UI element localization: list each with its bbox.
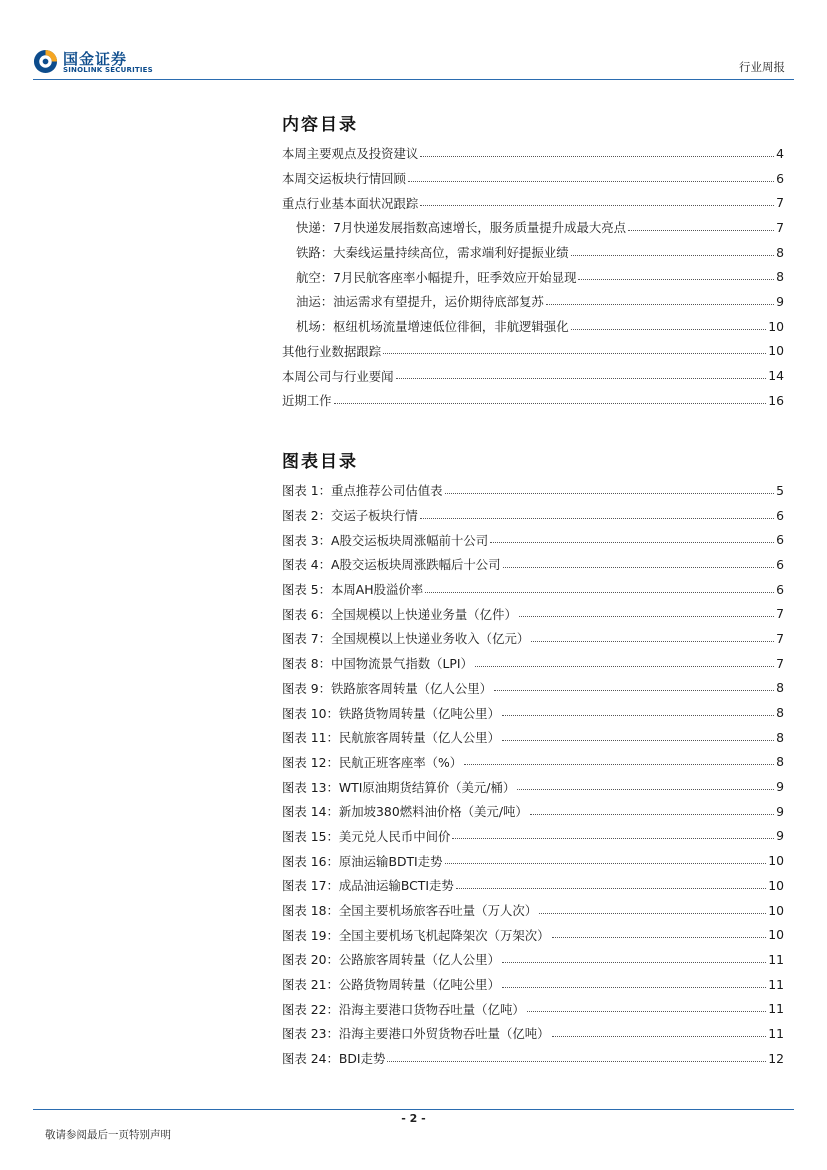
toc-entry-title[interactable]: 图表 20：公路旅客周转量（亿人公里） xyxy=(282,952,500,968)
toc-page-number[interactable]: 9 xyxy=(776,293,784,309)
toc-entry-title[interactable]: 图表 22：沿海主要港口货物吞吐量（亿吨） xyxy=(282,1001,525,1017)
toc-page-number[interactable]: 7 xyxy=(776,655,784,671)
toc-page-number[interactable]: 16 xyxy=(768,392,784,408)
company-logo xyxy=(33,47,163,79)
toc-page-number[interactable]: 11 xyxy=(768,1001,784,1017)
dot-leader xyxy=(539,903,766,914)
toc-entry-title[interactable]: 图表 21：公路货物周转量（亿吨公里） xyxy=(282,977,500,993)
toc-entry[interactable] xyxy=(282,799,784,824)
toc-entry[interactable] xyxy=(282,848,784,873)
dot-leader xyxy=(383,343,766,354)
toc-page-number[interactable]: 14 xyxy=(768,368,784,384)
toc-entry[interactable] xyxy=(282,215,784,240)
toc-entry[interactable] xyxy=(282,725,784,750)
dot-leader xyxy=(503,557,775,568)
toc-page-number[interactable]: 9 xyxy=(776,828,784,844)
toc-entry-title[interactable]: 图表 14：新加坡380燃料油价格（美元/吨） xyxy=(282,804,528,820)
contents-title: 内容目录 xyxy=(282,115,358,135)
toc-entry[interactable] xyxy=(282,289,784,314)
dot-leader xyxy=(425,582,774,593)
toc-page-number[interactable]: 10 xyxy=(768,853,784,869)
toc-entry-title[interactable]: 图表 10：铁路货物周转量（亿吨公里） xyxy=(282,705,500,721)
dot-leader xyxy=(464,754,774,765)
toc-entry[interactable] xyxy=(282,141,784,166)
toc-entry[interactable] xyxy=(282,922,784,947)
dot-leader xyxy=(502,705,774,716)
toc-entry-title[interactable]: 重点行业基本面状况跟踪 xyxy=(282,195,419,211)
toc-page-number[interactable]: 6 xyxy=(776,556,784,572)
toc-page-number[interactable]: 7 xyxy=(776,219,784,235)
toc-page-number[interactable]: 7 xyxy=(776,606,784,622)
toc-entry[interactable] xyxy=(282,577,784,602)
toc-entry-title[interactable]: 机场：枢纽机场流量增速低位徘徊，非航逻辑强化 xyxy=(296,319,569,335)
toc-entry[interactable] xyxy=(282,898,784,923)
toc-entry-title[interactable]: 图表 17：成品油运输BCTI走势 xyxy=(282,878,454,894)
toc-entry[interactable] xyxy=(282,774,784,799)
toc-entry[interactable] xyxy=(282,873,784,898)
page-header xyxy=(0,0,827,84)
toc-page-number[interactable]: 6 xyxy=(776,507,784,523)
dot-leader xyxy=(420,195,774,206)
dot-leader xyxy=(475,656,774,667)
toc-entry-title[interactable]: 图表 13：WTI原油期货结算价（美元/桶） xyxy=(282,779,516,795)
dot-leader xyxy=(445,853,767,864)
toc-entry[interactable] xyxy=(282,264,784,289)
dot-leader xyxy=(387,1051,766,1062)
toc-entry[interactable] xyxy=(282,996,784,1021)
toc-entry-title[interactable]: 近期工作 xyxy=(282,393,332,409)
toc-page-number[interactable]: 8 xyxy=(776,680,784,696)
toc-page-number[interactable]: 8 xyxy=(776,244,784,260)
toc-page-number[interactable]: 10 xyxy=(768,343,784,359)
toc-entry[interactable] xyxy=(282,388,784,413)
toc-entry-title[interactable]: 图表 2：交运子板块行情 xyxy=(282,508,418,524)
figures-list xyxy=(282,478,784,1071)
toc-entry-title[interactable]: 本周公司与行业要闻 xyxy=(282,368,394,384)
dot-leader xyxy=(552,1026,767,1037)
toc-entry-title[interactable]: 图表 5：本周AH股溢价率 xyxy=(282,582,424,598)
toc-page-number[interactable]: 8 xyxy=(776,269,784,285)
toc-page-number[interactable]: 9 xyxy=(776,779,784,795)
dot-leader xyxy=(334,393,767,404)
toc-entry[interactable] xyxy=(282,503,784,528)
dot-leader xyxy=(494,680,774,691)
toc-entry-title[interactable]: 图表 9：铁路旅客周转量（亿人公里） xyxy=(282,680,493,696)
contents-list xyxy=(282,141,784,413)
toc-entry-title[interactable]: 图表 6：全国规模以上快递业务量（亿件） xyxy=(282,606,517,622)
toc-entry-title[interactable]: 图表 15：美元兑人民币中间价 xyxy=(282,828,451,844)
dot-leader xyxy=(420,146,774,157)
toc-page-number[interactable]: 8 xyxy=(776,729,784,745)
dot-leader xyxy=(408,171,774,182)
toc-entry-title[interactable]: 快递：7月快递发展指数高速增长，服务质量提升成最大亮点 xyxy=(296,220,627,236)
toc-entry-title[interactable]: 图表 8：中国物流景气指数（LPI） xyxy=(282,656,473,672)
toc-page-number[interactable]: 11 xyxy=(768,1025,784,1041)
toc-entry[interactable] xyxy=(282,314,784,339)
dot-leader xyxy=(571,245,775,256)
toc-entry-title[interactable]: 其他行业数据跟踪 xyxy=(282,343,382,359)
dot-leader xyxy=(490,532,774,543)
toc-page-number[interactable]: 5 xyxy=(776,482,784,498)
toc-entry-title[interactable]: 图表 23：沿海主要港口外贸货物吞吐量（亿吨） xyxy=(282,1026,550,1042)
toc-entry[interactable] xyxy=(282,478,784,503)
toc-entry-title[interactable]: 航空：7月民航客座率小幅提升，旺季效应开始显现 xyxy=(296,269,577,285)
toc-entry-title[interactable]: 图表 24：BDI走势 xyxy=(282,1051,386,1067)
disclaimer-text: 敬请参阅最后一页特别声明 xyxy=(45,1129,171,1141)
header-divider xyxy=(33,79,794,80)
toc-entry-title[interactable]: 图表 16：原油运输BDTI走势 xyxy=(282,853,443,869)
toc-entry-title[interactable]: 油运：油运需求有望提升，运价期待底部复苏 xyxy=(296,294,544,310)
toc-entry[interactable] xyxy=(282,240,784,265)
dot-leader xyxy=(517,779,774,790)
toc-page-number[interactable]: 9 xyxy=(776,803,784,819)
toc-entry[interactable] xyxy=(282,750,784,775)
toc-entry[interactable] xyxy=(282,190,784,215)
dot-leader xyxy=(502,952,766,963)
dot-leader xyxy=(628,220,774,231)
toc-page-number[interactable]: 11 xyxy=(768,951,784,967)
dot-leader xyxy=(445,483,775,494)
toc-page-number[interactable]: 10 xyxy=(768,902,784,918)
toc-entry[interactable] xyxy=(282,947,784,972)
toc-entry[interactable] xyxy=(282,651,784,676)
dot-leader xyxy=(571,319,767,330)
toc-entry[interactable] xyxy=(282,626,784,651)
logo-text-en: SINOLINK SECURITIES xyxy=(63,66,153,74)
dot-leader xyxy=(452,828,774,839)
dot-leader xyxy=(552,927,767,938)
toc-entry[interactable] xyxy=(282,601,784,626)
toc-page-number[interactable]: 10 xyxy=(768,318,784,334)
dot-leader xyxy=(502,730,774,741)
toc-page-number[interactable]: 10 xyxy=(768,927,784,943)
toc-page-number[interactable]: 10 xyxy=(768,877,784,893)
figures-title: 图表目录 xyxy=(282,452,358,472)
document-type: 行业周报 xyxy=(739,60,785,74)
toc-entry-title[interactable]: 图表 1：重点推荐公司估值表 xyxy=(282,483,443,499)
toc-entry[interactable] xyxy=(282,824,784,849)
toc-entry-title[interactable]: 图表 12：民航正班客座率（%） xyxy=(282,754,463,770)
toc-entry[interactable] xyxy=(282,972,784,997)
toc-page-number[interactable]: 6 xyxy=(776,170,784,186)
dot-leader xyxy=(502,977,766,988)
toc-page-number[interactable]: 11 xyxy=(768,976,784,992)
toc-entry[interactable] xyxy=(282,527,784,552)
toc-page-number[interactable]: 7 xyxy=(776,630,784,646)
toc-page-number[interactable]: 6 xyxy=(776,581,784,597)
toc-entry-title[interactable]: 图表 18：全国主要机场旅客吞吐量（万人次） xyxy=(282,903,538,919)
toc-page-number[interactable]: 12 xyxy=(768,1050,784,1066)
toc-page-number[interactable]: 7 xyxy=(776,195,784,211)
page-number: - 2 - xyxy=(401,1112,426,1125)
dot-leader xyxy=(420,508,774,519)
toc-entry-title[interactable]: 图表 7：全国规模以上快递业务收入（亿元） xyxy=(282,631,530,647)
dot-leader xyxy=(546,294,774,305)
dot-leader xyxy=(519,606,774,617)
toc-entry[interactable] xyxy=(282,700,784,725)
sinolink-logo-icon xyxy=(33,49,58,74)
toc-entry[interactable] xyxy=(282,363,784,388)
toc-entry[interactable] xyxy=(282,339,784,364)
logo-text-cn: 国金证券 xyxy=(63,50,128,68)
toc-entry[interactable] xyxy=(282,166,784,191)
toc-entry-title[interactable]: 铁路：大秦线运量持续高位，需求端利好提振业绩 xyxy=(296,245,569,261)
toc-entry[interactable] xyxy=(282,1046,784,1071)
toc-entry[interactable] xyxy=(282,1021,784,1046)
dot-leader xyxy=(527,1001,766,1012)
footer-divider xyxy=(33,1109,794,1110)
toc-entry-title[interactable]: 图表 11：民航旅客周转量（亿人公里） xyxy=(282,730,500,746)
dot-leader xyxy=(531,631,774,642)
toc-entry[interactable] xyxy=(282,676,784,701)
toc-page-number[interactable]: 4 xyxy=(776,145,784,161)
dot-leader xyxy=(456,878,766,889)
toc-entry[interactable] xyxy=(282,552,784,577)
toc-entry-title[interactable]: 图表 19：全国主要机场飞机起降架次（万架次） xyxy=(282,927,550,943)
dot-leader xyxy=(578,269,774,280)
dot-leader xyxy=(396,368,767,379)
toc-page-number[interactable]: 6 xyxy=(776,532,784,548)
toc-page-number[interactable]: 8 xyxy=(776,754,784,770)
toc-entry-title[interactable]: 本周主要观点及投资建议 xyxy=(282,146,419,162)
toc-entry-title[interactable]: 本周交运板块行情回顾 xyxy=(282,171,406,187)
toc-entry-title[interactable]: 图表 3：A股交运板块周涨幅前十公司 xyxy=(282,532,489,548)
dot-leader xyxy=(530,804,774,815)
toc-entry-title[interactable]: 图表 4：A股交运板块周涨跌幅后十公司 xyxy=(282,557,501,573)
toc-page-number[interactable]: 8 xyxy=(776,705,784,721)
